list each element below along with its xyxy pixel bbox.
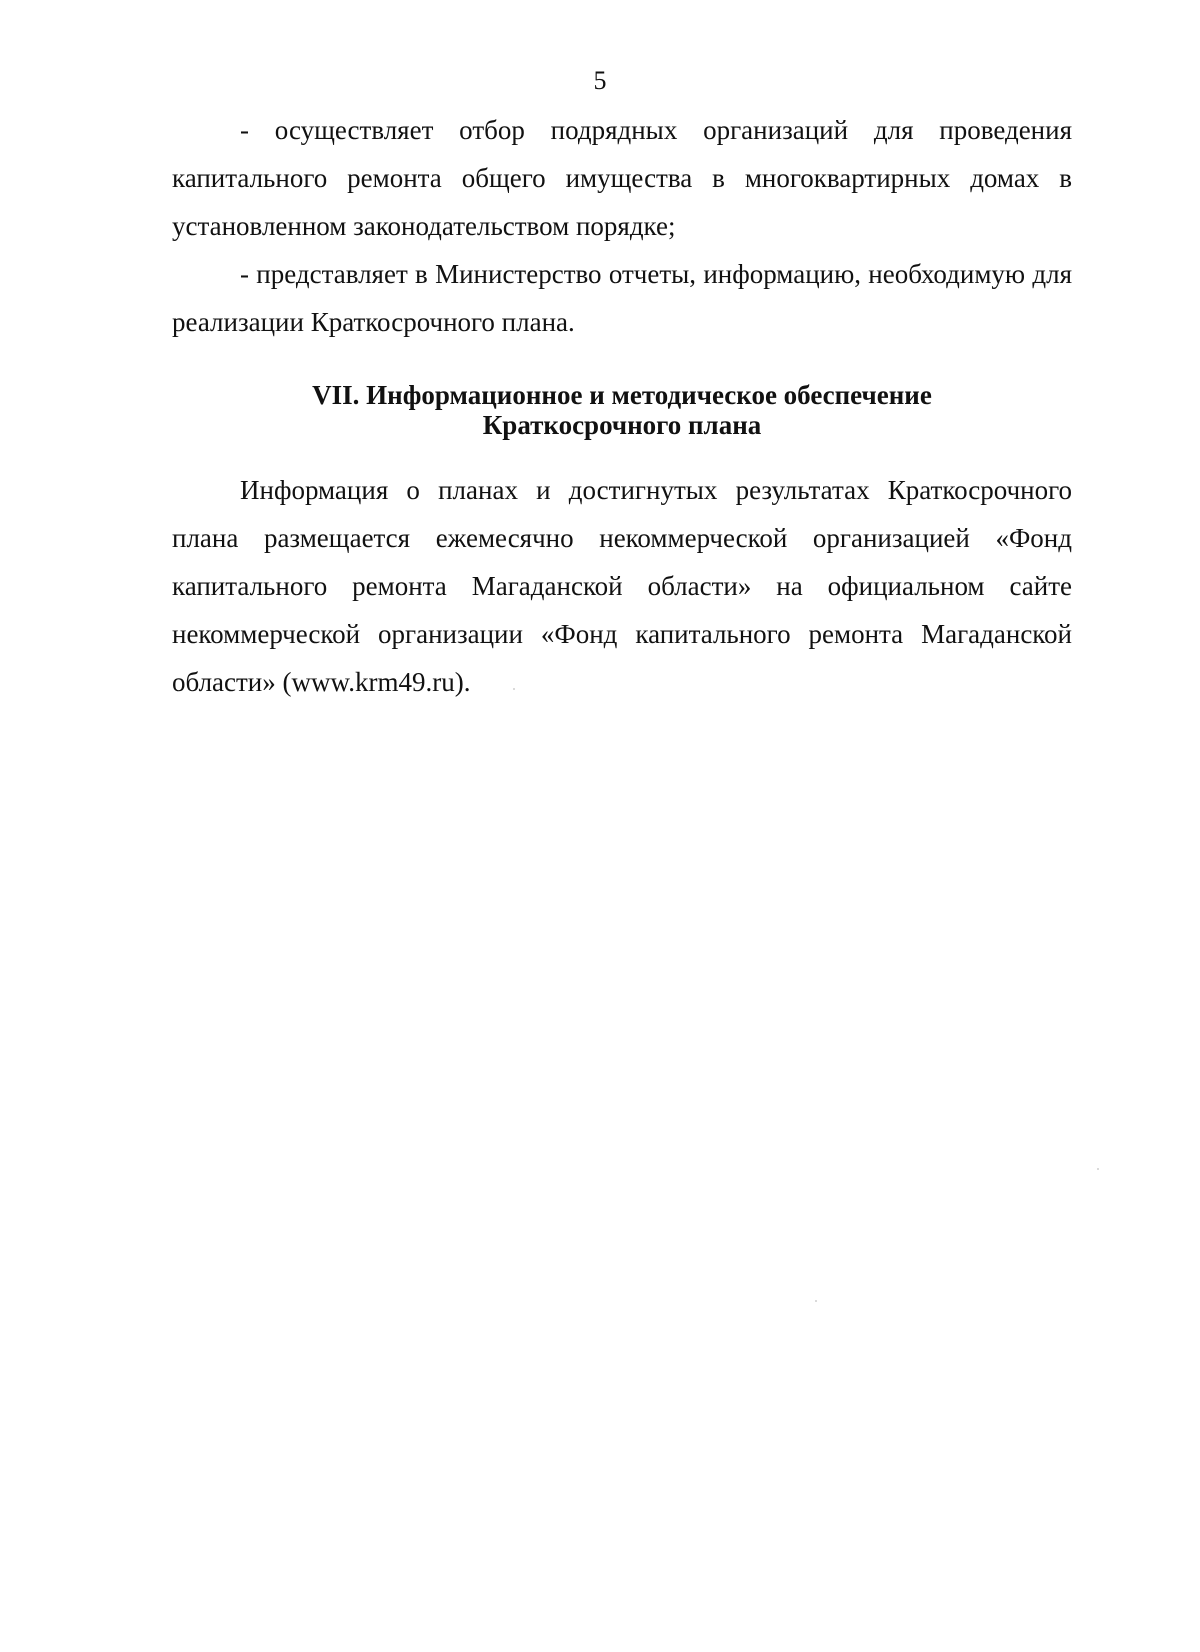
scan-speck: [815, 1300, 817, 1302]
paragraph-reporting: - представляет в Министерство отчеты, информацию, необходимую для реализации Краткосрочного плана.: [172, 259, 1072, 337]
paragraph-contractor-selection: - осуществляет отбор подрядных организаций для проведения капитального ремонта общего имущества в многоквартирных домах в установленном законодательством порядке;: [172, 115, 1072, 241]
page-number: 5: [593, 66, 607, 95]
section-heading-line-1: VII. Информационное и методическое обеспечение: [312, 380, 932, 410]
section-heading-line-2: Краткосрочного плана: [482, 410, 762, 440]
document-body: [172, 106, 1072, 706]
paragraph-information-publication: Информация о планах и достигнутых результатах Краткосрочного плана размещается ежемесячно некоммерческой организацией «Фонд капитального ремонта Магаданской области» на официальном сайте некоммерческой организации «Фонд капитального ремонта Магаданской области» (www.krm49.ru).: [172, 475, 1072, 697]
scan-speck: [1097, 1168, 1099, 1170]
scan-speck: [513, 688, 515, 690]
section-heading: [172, 380, 1072, 440]
